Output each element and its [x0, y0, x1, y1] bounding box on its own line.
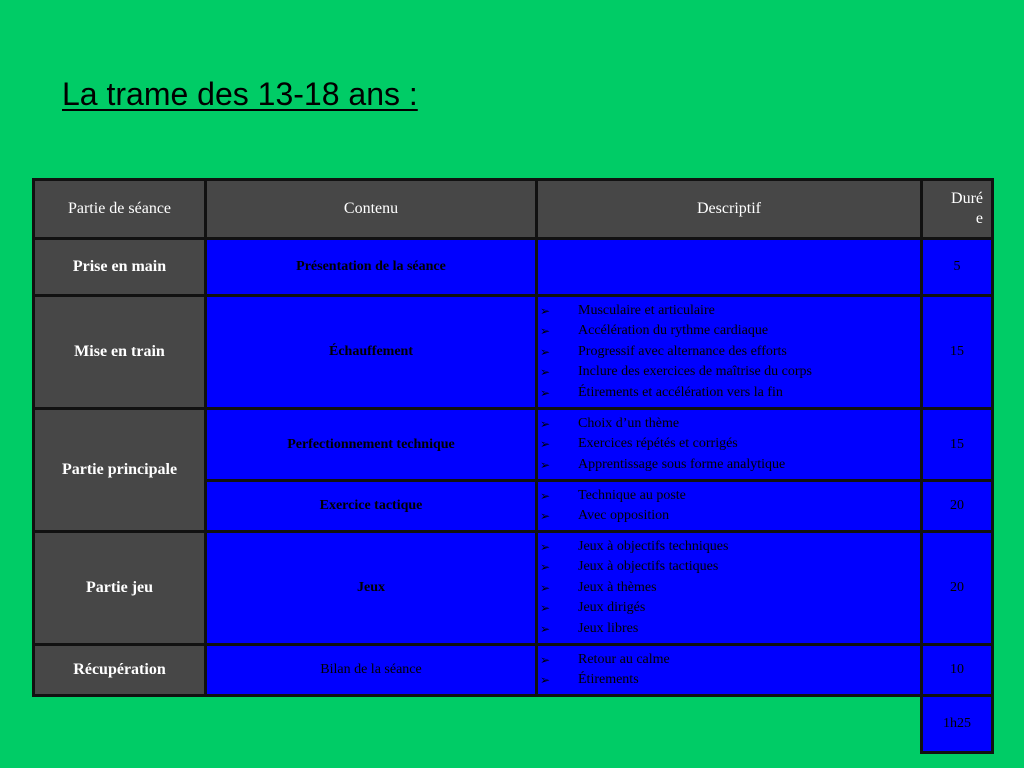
arrow-bullet-icon: ➢	[540, 673, 551, 687]
duree-cell: 5	[922, 239, 993, 296]
descriptif-list	[538, 650, 920, 691]
duree-cell: 20	[922, 481, 993, 532]
duree-cell: 15	[922, 296, 993, 409]
descriptif-list	[538, 301, 920, 404]
descriptif-item	[538, 434, 920, 455]
partie-cell: Mise en train	[34, 296, 206, 409]
descriptif-text: Musculaire et articulaire	[578, 302, 715, 318]
descriptif-text: Étirements	[578, 672, 639, 687]
arrow-bullet-icon: ➢	[540, 580, 551, 595]
descriptif-item	[538, 670, 920, 691]
arrow-bullet-icon: ➢	[540, 457, 551, 472]
descriptif-text: Jeux à objectifs tactiques	[578, 559, 719, 575]
arrow-bullet-icon: ➢	[540, 488, 551, 503]
descriptif-item	[538, 301, 920, 322]
descriptif-item	[538, 321, 920, 342]
total-row	[34, 696, 993, 753]
arrow-bullet-icon: ➢	[540, 437, 551, 452]
arrow-bullet-icon: ➢	[540, 365, 551, 380]
descriptif-text: Jeux libres	[578, 620, 639, 636]
descriptif-text: Choix d’un thème	[578, 415, 680, 431]
descriptif-item	[538, 455, 920, 476]
arrow-bullet-icon: ➢	[540, 601, 551, 616]
descriptif-text: Progressif avec alternance des efforts	[578, 343, 787, 359]
descriptif-item	[538, 362, 920, 383]
descriptif-cell	[537, 239, 922, 296]
descriptif-item	[538, 557, 920, 578]
table-row	[34, 532, 993, 645]
descriptif-item	[538, 537, 920, 558]
descriptif-text: Jeux dirigés	[578, 600, 646, 616]
duree-cell: 10	[922, 645, 993, 696]
partie-cell: Prise en main	[34, 239, 206, 296]
arrow-bullet-icon: ➢	[540, 324, 551, 339]
table-row	[34, 409, 993, 481]
descriptif-item	[538, 414, 920, 435]
duree-cell: 20	[922, 532, 993, 645]
header-duree-line2: e	[975, 210, 983, 227]
descriptif-text: Apprentissage sous forme analytique	[578, 456, 786, 472]
contenu-cell: Présentation de la séance	[206, 239, 537, 296]
descriptif-item	[538, 598, 920, 619]
descriptif-cell	[537, 409, 922, 481]
arrow-bullet-icon: ➢	[540, 303, 551, 318]
partie-cell: Récupération	[34, 645, 206, 696]
arrow-bullet-icon: ➢	[540, 344, 551, 359]
descriptif-text: Accélération du rythme cardiaque	[578, 323, 769, 339]
descriptif-cell	[537, 481, 922, 532]
descriptif-item	[538, 342, 920, 363]
descriptif-list	[538, 414, 920, 476]
header-contenu: Contenu	[206, 180, 537, 239]
descriptif-text: Technique au poste	[578, 487, 686, 503]
header-partie: Partie de séance	[34, 180, 206, 239]
contenu-cell: Exercice tactique	[206, 481, 537, 532]
total-duree-cell: 1h25	[922, 696, 993, 753]
descriptif-item	[538, 650, 920, 671]
descriptif-text: Retour au calme	[578, 651, 670, 667]
table-row	[34, 645, 993, 696]
arrow-bullet-icon: ➢	[540, 539, 551, 554]
partie-cell: Partie jeu	[34, 532, 206, 645]
partie-cell: Partie principale	[34, 409, 206, 532]
contenu-cell: Bilan de la séance	[206, 645, 537, 696]
descriptif-item	[538, 383, 920, 404]
header-descriptif: Descriptif	[537, 180, 922, 239]
page-title: La trame des 13-18 ans :	[62, 76, 418, 112]
duree-cell: 15	[922, 409, 993, 481]
header-duree	[922, 180, 993, 239]
descriptif-text: Exercices répétés et corrigés	[578, 436, 738, 452]
descriptif-item	[538, 578, 920, 599]
descriptif-text: Avec opposition	[578, 508, 670, 523]
descriptif-text: Étirements et accélération vers la fin	[578, 384, 783, 400]
arrow-bullet-icon: ➢	[540, 385, 551, 400]
arrow-bullet-icon: ➢	[540, 509, 551, 523]
descriptif-text: Inclure des exercices de maîtrise du corps	[578, 364, 813, 380]
descriptif-cell	[537, 532, 922, 645]
contenu-cell: Jeux	[206, 532, 537, 645]
descriptif-item	[538, 506, 920, 527]
table-row	[34, 296, 993, 409]
header-row	[34, 180, 993, 239]
table-row	[34, 239, 993, 296]
contenu-cell: Échauffement	[206, 296, 537, 409]
arrow-bullet-icon: ➢	[540, 560, 551, 575]
contenu-cell: Perfectionnement technique	[206, 409, 537, 481]
descriptif-text: Jeux à objectifs techniques	[578, 538, 729, 554]
descriptif-item	[538, 486, 920, 507]
header-duree-line1: Duré	[951, 190, 983, 207]
arrow-bullet-icon: ➢	[540, 652, 551, 667]
descriptif-list	[538, 537, 920, 640]
descriptif-list	[538, 486, 920, 527]
arrow-bullet-icon: ➢	[540, 621, 551, 636]
arrow-bullet-icon: ➢	[540, 416, 551, 431]
descriptif-item	[538, 619, 920, 640]
descriptif-cell	[537, 296, 922, 409]
descriptif-cell	[537, 645, 922, 696]
descriptif-text: Jeux à thèmes	[578, 579, 657, 595]
session-table	[32, 178, 994, 754]
